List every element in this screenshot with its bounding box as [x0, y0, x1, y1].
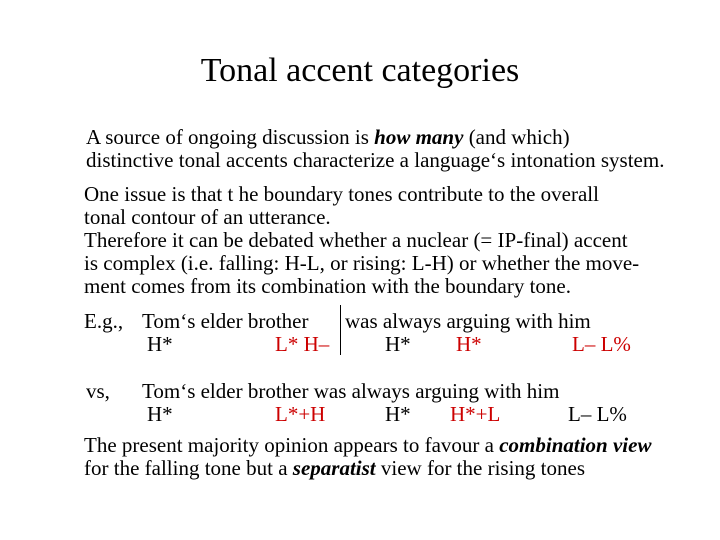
example1-sentence-left: Tom‘s elder brother: [142, 309, 309, 333]
conclusion-line1-pre: The present majority opinion appears to favour a: [84, 433, 500, 457]
conclusion-emphasis: combination view: [499, 433, 652, 457]
conclusion-line1: [84, 434, 651, 457]
para2-line: Therefore it can be debated whether a nuclear (= IP-final) accent: [84, 228, 628, 252]
conclusion-line2-post: view for the rising tones: [375, 456, 585, 480]
para2-line: ment comes from its combination with the boundary tone.: [84, 274, 571, 298]
para1-line1-pre: A source of ongoing discussion is: [86, 125, 375, 149]
example2-tone-boundary: L– L%: [568, 402, 627, 426]
example1-tone: H*: [147, 332, 173, 356]
conclusion-emphasis: separatist: [292, 456, 376, 480]
para1-emphasis: how many: [374, 125, 464, 149]
para1-line1: [86, 126, 570, 149]
example1-tone-nuclear: H*: [456, 332, 482, 356]
conclusion-line2: [84, 457, 585, 480]
para1-line2: distinctive tonal accents characterize a language‘s intonation system.: [86, 148, 665, 172]
example2-sentence: Tom‘s elder brother was always arguing with him: [142, 379, 560, 403]
example2-prefix: vs,: [86, 379, 110, 403]
para2-line: tonal contour of an utterance.: [84, 205, 331, 229]
example2-tone: H*: [385, 402, 411, 426]
example2-tone: H*: [147, 402, 173, 426]
para1-line1-post: (and which): [463, 125, 570, 149]
para2-line: One issue is that t he boundary tones contribute to the overall: [84, 182, 599, 206]
example2-tone-nuclear: L*+H: [275, 402, 326, 426]
example1-tone-nuclear: L* H–: [275, 332, 330, 356]
phrase-boundary-line: [340, 305, 341, 355]
example1-prefix: E.g.,: [84, 309, 124, 333]
conclusion-line2-pre: for the falling tone but a: [84, 456, 293, 480]
example1-tone: H*: [385, 332, 411, 356]
para2-line: is complex (i.e. falling: H-L, or rising: L-H) or whether the move-: [84, 251, 640, 275]
page-title: Tonal accent categories: [200, 52, 520, 89]
example1-sentence-right: was always arguing with him: [345, 309, 591, 333]
example1-tone-boundary: L– L%: [572, 332, 631, 356]
example2-tone-nuclear: H*+L: [450, 402, 501, 426]
